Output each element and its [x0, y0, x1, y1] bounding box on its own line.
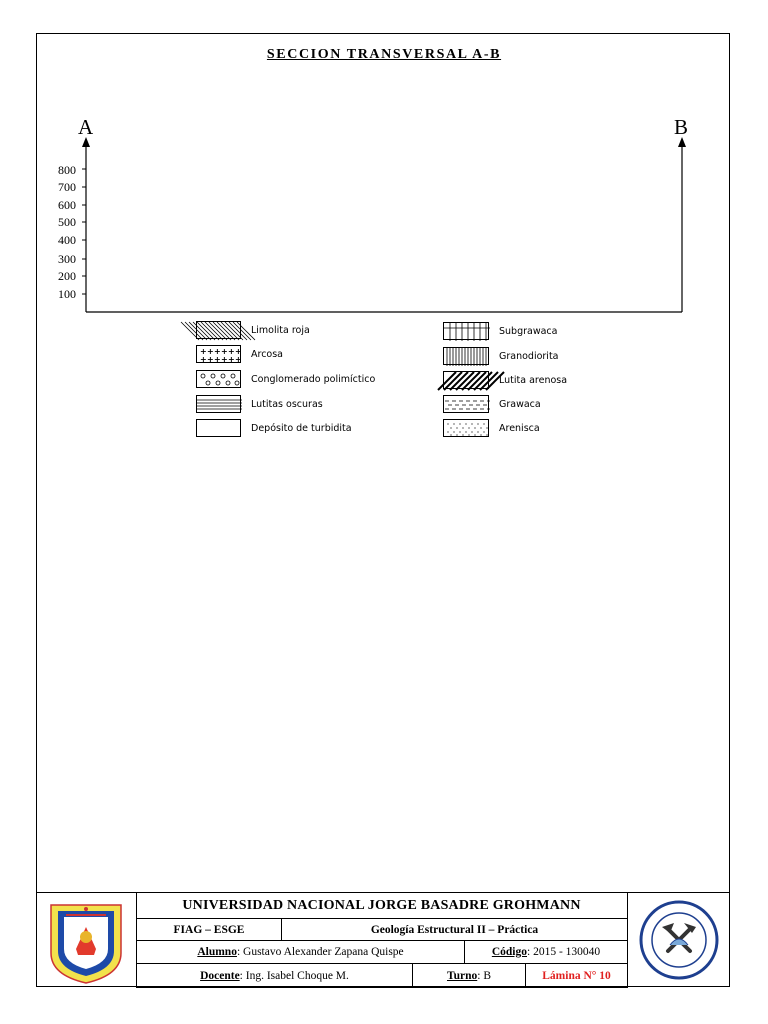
teacher-label: Docente	[200, 969, 240, 982]
legend-label: Conglomerado polimíctico	[251, 373, 376, 385]
y-tick-700: 700	[58, 180, 76, 194]
plus-signs-swatch	[196, 345, 241, 363]
svg-text:+: +	[207, 355, 214, 364]
legend-item-arcosa	[196, 344, 283, 364]
horizontal-lines-swatch	[196, 395, 241, 413]
legend-label: Subgrawaca	[499, 325, 558, 337]
legend-item-subgrawaca	[443, 321, 557, 341]
y-tick-100: 100	[58, 287, 76, 301]
legend-label: Arcosa	[251, 348, 284, 360]
legend-label: Granodiorita	[499, 350, 559, 362]
svg-text:+: +	[228, 347, 235, 356]
code-label: Código	[491, 946, 527, 958]
department-logo	[628, 893, 730, 988]
legend-item-lutita-arenosa	[443, 370, 567, 390]
svg-text:+: +	[228, 355, 235, 364]
point-b-label: B	[674, 115, 689, 139]
legend-item-limolita-roja	[196, 320, 310, 340]
shift-cell	[412, 963, 526, 988]
dashed-lines-swatch	[443, 395, 489, 413]
shift-value: : B	[477, 969, 491, 982]
y-tick-200: 200	[58, 269, 76, 283]
y-tick-400: 400	[58, 233, 76, 247]
code-value: : 2015 - 130040	[527, 946, 601, 958]
legend-item-grawaca	[443, 394, 541, 414]
dense-vertical-lines-swatch	[443, 347, 489, 365]
legend-item-granodiorita	[443, 346, 559, 366]
university-name: UNIVERSIDAD NACIONAL JORGE BASADRE GROHMANN	[182, 897, 581, 913]
svg-text:+: +	[214, 347, 221, 356]
svg-text:+: +	[200, 347, 207, 356]
legend-item-conglomerado	[196, 369, 375, 389]
circles-swatch	[196, 370, 241, 388]
svg-text:+: +	[235, 355, 242, 364]
student-label: Alumno	[197, 946, 237, 958]
sheet-number: Lámina N° 10	[525, 963, 628, 988]
course: Geología Estructural II – Práctica	[281, 918, 628, 941]
university-logo	[36, 893, 136, 988]
dots-swatch	[443, 419, 489, 437]
legend-label: Lutitas oscuras	[251, 398, 323, 410]
title-block	[36, 892, 730, 988]
student-name: : Gustavo Alexander Zapana Quispe	[236, 946, 404, 958]
svg-text:+: +	[214, 355, 221, 364]
svg-text:+: +	[235, 347, 242, 356]
section-title: SECCION TRANSVERSAL A-B	[266, 47, 502, 62]
y-tick-300: 300	[58, 252, 76, 266]
student-cell	[136, 940, 465, 964]
svg-text:+: +	[207, 347, 214, 356]
legend-label: Limolita roja	[251, 324, 310, 336]
legend-item-lutitas-oscuras	[196, 394, 323, 414]
svg-text:+: +	[221, 347, 228, 356]
y-tick-800: 800	[58, 163, 76, 177]
svg-text:+: +	[221, 355, 228, 364]
teacher-cell	[136, 963, 413, 988]
teacher-name: : Ing. Isabel Choque M.	[239, 969, 349, 982]
legend-label: Arenisca	[499, 422, 540, 434]
y-tick-500: 500	[58, 215, 76, 229]
blank-swatch	[196, 419, 241, 437]
code-cell	[464, 940, 628, 964]
legend-item-deposito-turbidita	[196, 418, 352, 438]
y-tick-600: 600	[58, 198, 76, 212]
section-axes	[0, 0, 768, 330]
diag-hatch-swatch	[196, 321, 241, 339]
svg-text:+: +	[200, 355, 207, 364]
legend-item-arenisca	[443, 418, 540, 438]
faculty: FIAG – ESGE	[136, 918, 282, 941]
sparse-vertical-lines-swatch	[443, 322, 489, 340]
legend-label: Lutita arenosa	[499, 374, 568, 386]
legend-label: Grawaca	[499, 398, 541, 410]
legend-label: Depósito de turbidita	[251, 422, 352, 434]
shift-label: Turno	[446, 969, 478, 982]
point-a-label: A	[78, 115, 94, 139]
thick-diagonal-lines-swatch	[443, 371, 489, 389]
